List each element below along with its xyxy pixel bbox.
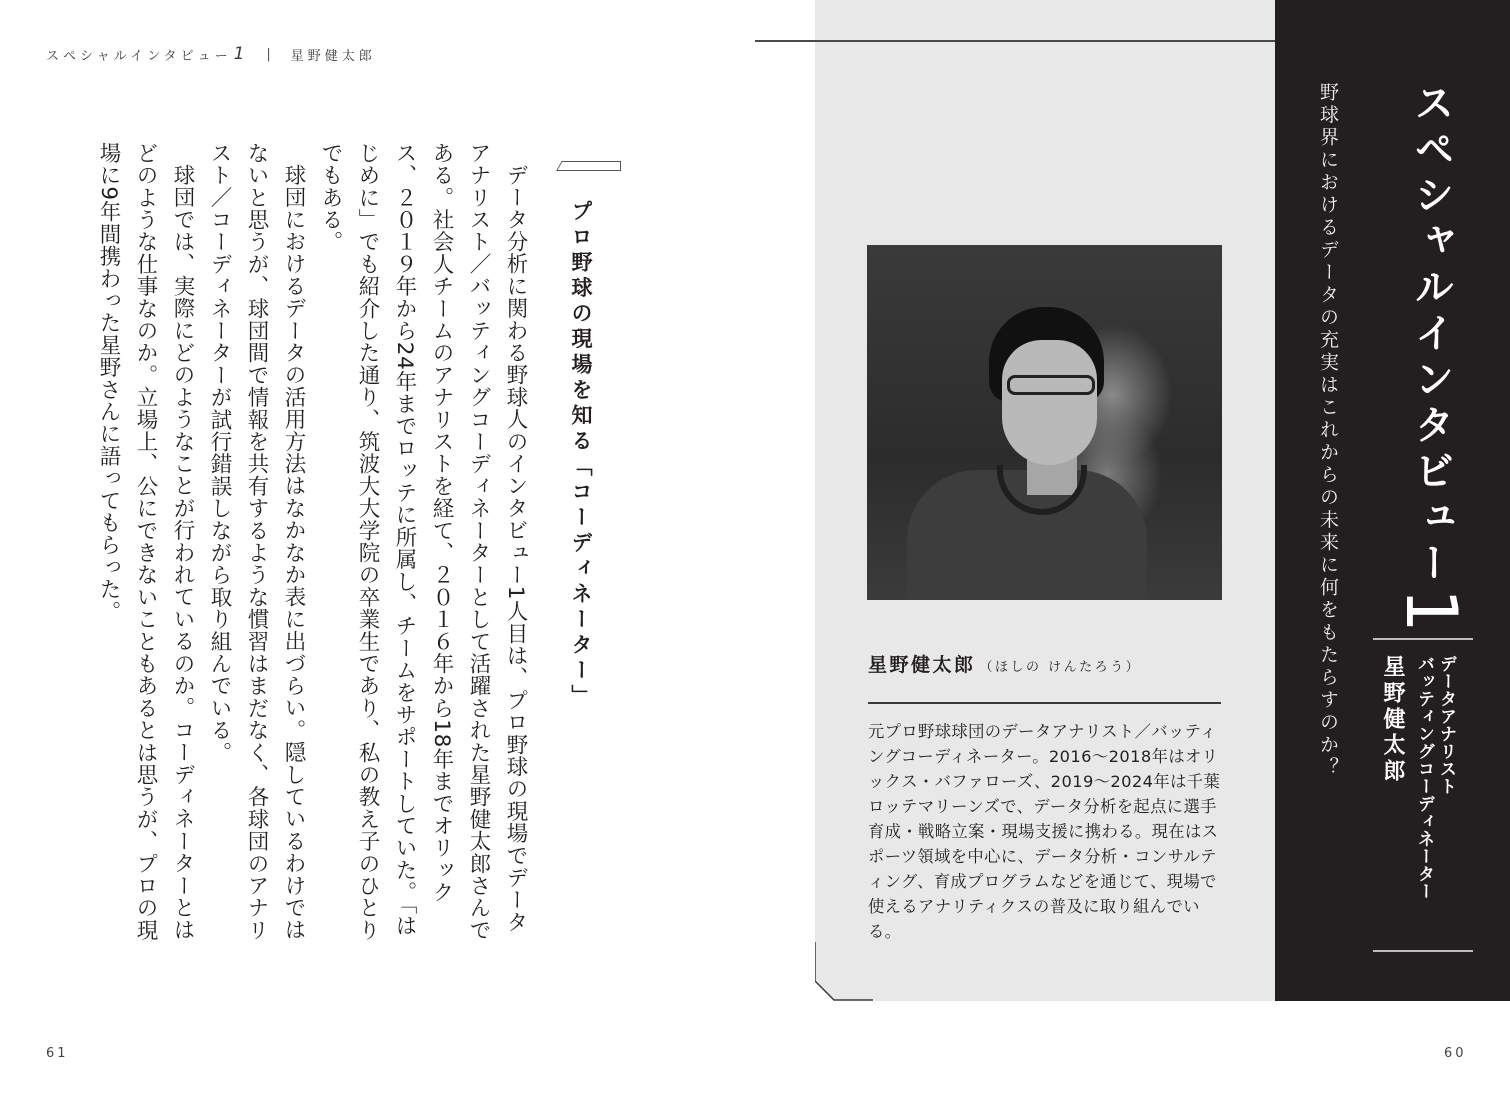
role-line: バッティングコーディネーター <box>1414 655 1434 900</box>
profile-name-reading: （ほしの けんたろう） <box>979 660 1142 675</box>
body-paragraph: 球団では、実際にどのようなことが行われているのか。コーディネーターとはどのような仕事なのか。立場上、公にできないこともあるとは思うが、プロの現場に9年間携わった星野さんに語ってもらった。 <box>96 142 195 942</box>
panel-corner-ornament <box>815 942 875 1002</box>
series-title-number: 1 <box>1390 588 1472 633</box>
profile-divider <box>868 702 1221 704</box>
profile-name <box>868 650 1141 677</box>
running-head-series: スペシャルインタビュー <box>46 48 232 64</box>
role-line: データアナリスト <box>1436 655 1456 795</box>
interviewee-roles <box>1413 655 1457 900</box>
profile-name-kanji: 星野健太郎 <box>868 654 976 676</box>
title-rule-bottom <box>1373 950 1473 952</box>
photo-glasses <box>1007 375 1095 395</box>
section-heading: プロ野球の現場を知る「コーディネーター」 <box>569 200 593 710</box>
running-head-name: 星野健太郎 <box>290 48 376 64</box>
body-paragraph: データ分析に関わる野球人のインタビュー1人目は、プロ野球の現場でデータアナリスト／バッティングコーディネーターとして活躍された星野健太郎さんである。社会人チームのアナリストを経て、２０１６年から18年までオリックス、２０１９年から24年までロッテに所属し、チームをサポートしていた。「はじめに」でも紹介した通り、筑波大大学院の卒業生であり、私の教え子のひとりでもある。 <box>318 142 528 942</box>
running-head-number: 1 <box>233 44 245 64</box>
series-title-text: スペシャルインタビュー <box>1408 82 1454 588</box>
page-number-left: 61 <box>46 1046 69 1061</box>
body-text <box>90 142 534 942</box>
title-band <box>1275 0 1510 1001</box>
series-title <box>1390 82 1472 633</box>
title-rule-top <box>1373 638 1473 640</box>
running-head-separator: | <box>266 46 275 62</box>
portrait-photo <box>867 245 1222 600</box>
lead-question: 野球界におけるデータの充実はこれからの未来に何をもたらすのか？ <box>1317 82 1339 780</box>
body-paragraph: 球団におけるデータの活用方法はなかなか表に出づらい。隠しているわけではないと思うが、球団間で情報を共有するような慣習はまだなく、各球団のアナリスト／コーディネーターが試行錯誤しながら取り組んでいる。 <box>207 142 306 942</box>
running-head <box>46 44 376 64</box>
page-number-right: 60 <box>1444 1046 1467 1061</box>
photo-face <box>1002 340 1097 465</box>
profile-bio: 元プロ野球球団のデータアナリスト／バッティングコーディネーター。2016〜2018年はオリックス・バファローズ、2019〜2024年は千葉ロッテマリーンズで、データ分析を起点に選手育成・戦略立案・現場支援に携わる。現在はスポーツ領域を中心に、データ分析・コンサルティング、育成プログラムなどを通じて、現場で使えるアナリティクスの普及に取り組んでいる。 <box>868 722 1221 941</box>
interviewee-name: 星野健太郎 <box>1380 655 1405 785</box>
